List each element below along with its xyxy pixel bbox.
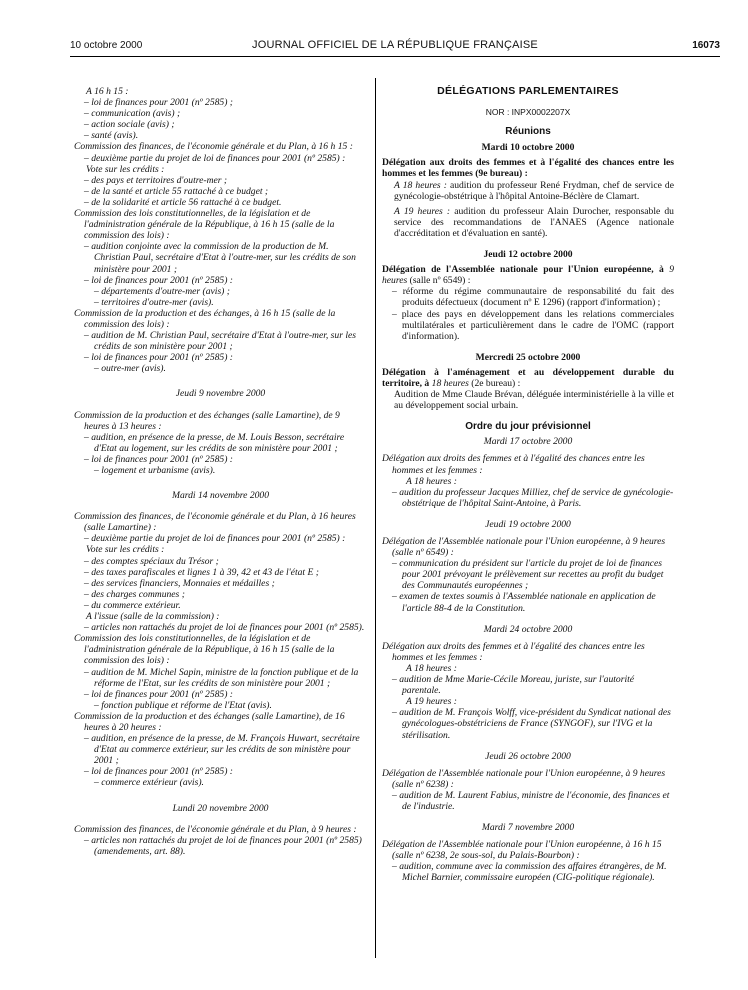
agenda-item: – audition, en présence de la presse, de M. François Huwart, secrétaire d'Etat au commerce extérieur, sur les crédits de son ministère pour 2001 ; [84, 733, 360, 767]
time-heading: A 19 heures : [406, 696, 457, 708]
left-column [74, 86, 367, 857]
agenda-subitem: – logement et urbanisme (avis). [94, 465, 216, 476]
agenda-item: – loi de finances pour 2001 (nº 2585) : [84, 688, 233, 700]
date-heading: Mardi 17 octobre 2000 [483, 436, 573, 448]
agenda-item: – réforme du régime communautaire de responsabilité du fait des produits défectueux (document nº E 1296) (rapport d'information) ; [392, 286, 674, 309]
page-number: 16073 [692, 40, 720, 51]
date-heading: Mardi 7 novembre 2000 [481, 822, 575, 834]
agenda-item: – loi de finances pour 2001 (nº 2585) : [84, 274, 233, 286]
agenda-item: – loi de finances pour 2001 (nº 2585) : [84, 352, 233, 364]
time-label: A 18 heures : [394, 179, 447, 191]
agenda-item: – des pays et territoires d'outre-mer ; [84, 174, 228, 186]
agenda-text: audition du professeur René Frydman, chef de service de gynécologie-obstétrique à l'hôpital Antoine-Béclère de Clamart. [394, 179, 674, 202]
committee-heading: Commission des lois constitutionnelles, de la législation et de l'administration générale de la République, à 16 h 15 (salle de la commission des lois) : [74, 208, 335, 242]
agenda-text: audition du professeur Alain Durocher, responsable du service des recommandations de l'ANAES (Agence nationale d'accréditation et d'évaluation en santé). [394, 205, 674, 239]
agenda-item: – santé (avis). [84, 130, 139, 142]
agenda-item: – loi de finances pour 2001 (nº 2585) ; [84, 97, 233, 109]
agenda-subitem: – fonction publique et réforme de l'Etat (avis). [94, 699, 272, 711]
date-heading: Jeudi 12 octobre 2000 [483, 249, 573, 261]
issue-date: 10 octobre 2000 [70, 40, 143, 51]
delegation-heading: Délégation aux droits des femmes et à l'égalité des chances entre les hommes et les femmes : [382, 453, 645, 476]
agenda-item: – audition du professeur Jacques Milliez, chef de service de gynécologie-obstétrique de l'hôpital Saint-Antoine, à Paris. [392, 486, 674, 509]
journal-title: JOURNAL OFFICIEL DE LA RÉPUBLIQUE FRANÇAISE [252, 39, 538, 51]
date-heading: Mercredi 25 octobre 2000 [475, 351, 581, 363]
agenda-item: – articles non rattachés du projet de loi de finances pour 2001 (nº 2585). [84, 622, 365, 634]
delegation-heading [382, 264, 674, 286]
date-heading: Jeudi 26 octobre 2000 [485, 750, 571, 762]
committee-heading: Commission de la production et des échanges (salle Lamartine), de 16 heures à 20 heures : [74, 710, 345, 733]
agenda-item: – place des pays en développement dans les relations commerciales multilatérales et particulièrement dans le cadre de l'OMC (rapport d'information). [392, 308, 674, 342]
date-heading: Jeudi 19 octobre 2000 [485, 518, 571, 530]
subsection-title: Réunions [505, 126, 551, 138]
agenda-item: – audition de Mme Marie-Cécile Moreau, juriste, sur l'autorité parentale. [392, 674, 635, 697]
date-heading: Mardi 10 octobre 2000 [481, 142, 575, 154]
agenda-paragraph: Audition de Mme Claude Brévan, déléguée interministérielle à la ville et au développement social urbain. [394, 389, 674, 412]
room-text: (2e bureau) : [468, 377, 521, 389]
committee-heading: Commission de la production et des échanges (salle Lamartine), de 9 heures à 13 heures : [74, 409, 340, 432]
time-label: 18 heures [431, 377, 469, 389]
room-text: (salle nº 6549) : [407, 275, 471, 287]
nor-reference: NOR : INPX0002207X [485, 107, 571, 118]
time-heading: A 18 heures : [406, 475, 457, 487]
delegation-text: Délégation de l'Assemblée nationale pour l'Union européenne, à [382, 264, 670, 276]
agenda-subitem: – outre-mer (avis). [94, 363, 166, 375]
delegation-heading: Délégation de l'Assemblée nationale pour l'Union européenne, à 9 heures (salle nº 6549) : [382, 536, 666, 559]
agenda-item: – audition, en présence de la presse, de M. Louis Besson, secrétaire d'Etat au logement, sur les crédits de son ministère pour 2001 ; [84, 431, 345, 454]
time-label: A 19 heures : [394, 205, 451, 217]
agenda-item: – de la santé et article 55 rattaché à ce budget ; [84, 185, 269, 197]
agenda-item: – communication (avis) ; [84, 108, 181, 120]
agenda-subitem: – départements d'outre-mer (avis) ; [94, 285, 230, 297]
agenda-item: – de la solidarité et article 56 rattaché à ce budget. [84, 196, 282, 208]
committee-heading: Commission des finances, de l'économie générale et du Plan, à 16 h 15 : [74, 141, 353, 153]
page-header [70, 40, 720, 56]
time-heading: A 16 h 15 : [86, 86, 129, 97]
agenda-item: – des comptes spéciaux du Trésor ; [84, 555, 219, 567]
date-heading: Mardi 14 novembre 2000 [171, 490, 270, 502]
committee-heading: Commission des finances, de l'économie générale et du Plan, à 16 heures (salle Lamartine) : [74, 511, 356, 534]
agenda-item: – action sociale (avis) ; [84, 119, 175, 131]
committee-heading: Commission des finances, de l'économie générale et du Plan, à 9 heures : [74, 823, 357, 835]
header-rule [70, 56, 720, 57]
vote-heading: Vote sur les crédits : [86, 544, 165, 556]
subsection-title: Ordre du jour prévisionnel [465, 421, 591, 433]
delegation-heading: Délégation aux droits des femmes et à l'égalité des chances entre les hommes et les femmes : [382, 640, 645, 663]
column-divider [375, 78, 376, 958]
agenda-item: – audition de M. François Wolff, vice-président du Syndicat national des gynécologues-obstétriciens de France (SYNGOF), sur l'IVG et la stérilisation. [392, 707, 671, 741]
agenda-item: – loi de finances pour 2001 (nº 2585) : [84, 453, 233, 465]
delegation-text: Délégation à l'aménagement et au développement durable du territoire, à [382, 366, 674, 389]
agenda-item: – des charges communes ; [84, 588, 185, 600]
date-heading: Mardi 24 octobre 2000 [483, 623, 573, 635]
agenda-item: – deuxième partie du projet de loi de finances pour 2001 (nº 2585) : [84, 152, 346, 164]
time-label: 9 heures [382, 264, 674, 287]
date-heading: Jeudi 9 novembre 2000 [175, 388, 266, 400]
delegation-heading [382, 367, 674, 389]
agenda-item: – audition de M. Christian Paul, secrétaire d'Etat à l'outre-mer, sur les crédits de son ministère pour 2001 ; [84, 330, 356, 353]
agenda-item: – des services financiers, Monnaies et médailles ; [84, 577, 275, 589]
agenda-item: – loi de finances pour 2001 (nº 2585) : [84, 766, 233, 778]
agenda-item: – audition de M. Laurent Fabius, ministre de l'économie, des finances et de l'industrie. [392, 789, 670, 812]
agenda-item: – deuxième partie du projet de loi de finances pour 2001 (nº 2585) : [84, 533, 346, 545]
agenda-item: – des taxes parafiscales et lignes 1 à 39, 42 et 43 de l'état E ; [84, 566, 319, 578]
agenda-subitem: – commerce extérieur (avis). [94, 777, 204, 789]
agenda-item: – audition de M. Michel Sapin, ministre de la fonction publique et de la réforme de l'Etat, sur les crédits de son ministère pour 2001 ; [84, 666, 359, 689]
committee-heading: Commission des lois constitutionnelles, de la législation et de l'administration générale de la République, à 16 h 15 (salle de la commission des lois) : [74, 633, 335, 667]
agenda-item: – audition, commune avec la commission des affaires étrangères, de M. Michel Barnier, commissaire européen (CIG-politique régionale). [392, 861, 667, 884]
delegation-heading: Délégation de l'Assemblée nationale pour l'Union européenne, à 9 heures (salle nº 6238) : [382, 767, 666, 790]
agenda-item: – articles non rattachés du projet de loi de finances pour 2001 (nº 2585) (amendements, art. 88). [84, 834, 362, 857]
right-column [382, 86, 674, 884]
delegation-heading: Délégation aux droits des femmes et à l'égalité des chances entre les hommes et les femmes (9e bureau) : [382, 157, 674, 180]
date-heading: Lundi 20 novembre 2000 [172, 802, 269, 814]
time-heading: A 18 heures : [406, 662, 457, 674]
vote-heading: Vote sur les crédits : [86, 163, 165, 175]
agenda-subitem: – territoires d'outre-mer (avis). [94, 296, 214, 308]
agenda-paragraph [382, 180, 674, 202]
agenda-paragraph [382, 206, 674, 239]
section-title: DÉLÉGATIONS PARLEMENTAIRES [437, 85, 619, 97]
agenda-item: – examen de textes soumis à l'Assemblée nationale en application de l'article 88-4 de la Constitution. [392, 591, 656, 614]
time-heading: A l'issue (salle de la commission) : [86, 611, 220, 623]
delegation-heading: Délégation de l'Assemblée nationale pour l'Union européenne, à 16 h 15 (salle nº 6238, 2e sous-sol, du Palais-Bourbon) : [382, 839, 662, 862]
agenda-item: – du commerce extérieur. [84, 599, 181, 611]
agenda-item: – audition conjointe avec la commission de la production de M. Christian Paul, secrétaire d'Etat à l'outre-mer, sur les crédits de son ministère pour 2001 ; [84, 241, 356, 275]
agenda-item: – communication du président sur l'article du projet de loi de finances pour 2001 prévoyant le prélèvement sur recettes au profit du budget des Communautés européennes ; [392, 558, 664, 592]
committee-heading: Commission de la production et des échanges, à 16 h 15 (salle de la commission des lois) : [74, 307, 336, 330]
